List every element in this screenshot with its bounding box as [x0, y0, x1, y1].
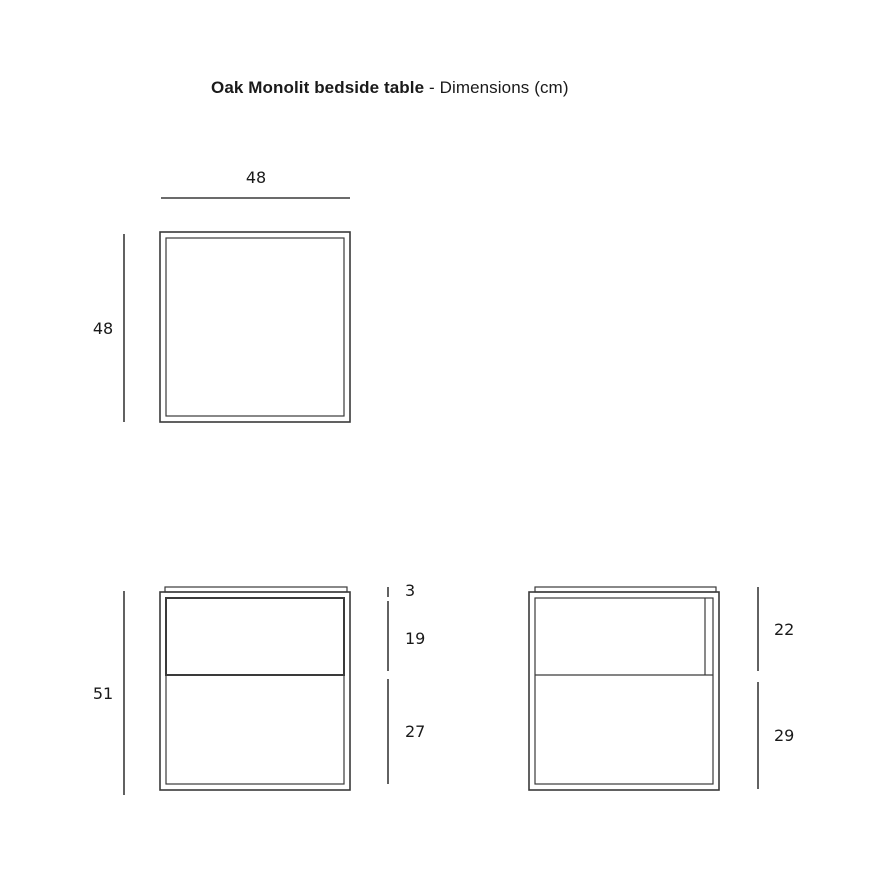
front-frame-outer: [160, 592, 350, 790]
side-frame-outer: [529, 592, 719, 790]
front-frame-inner: [166, 598, 344, 784]
product-name: Oak Monolit bedside table: [211, 78, 425, 97]
front-top-label: 3: [405, 581, 416, 600]
top-view-outer: [160, 232, 350, 422]
title-separator: -: [424, 78, 440, 97]
top-depth-label: 48: [92, 319, 114, 338]
front-base-label: 27: [405, 722, 426, 741]
top-width-label: 48: [245, 168, 267, 187]
side-frame-inner: [535, 598, 713, 784]
top-view: [124, 198, 350, 422]
side-upper-label: 22: [774, 620, 795, 639]
front-view: [124, 587, 388, 795]
front-drawer: [166, 598, 344, 675]
front-drawer-label: 19: [405, 629, 426, 648]
top-view-inner: [166, 238, 344, 416]
side-view: [529, 587, 758, 790]
front-height-label: 51: [92, 684, 114, 703]
title-suffix: Dimensions (cm): [439, 78, 569, 97]
side-lower-label: 29: [774, 726, 795, 745]
